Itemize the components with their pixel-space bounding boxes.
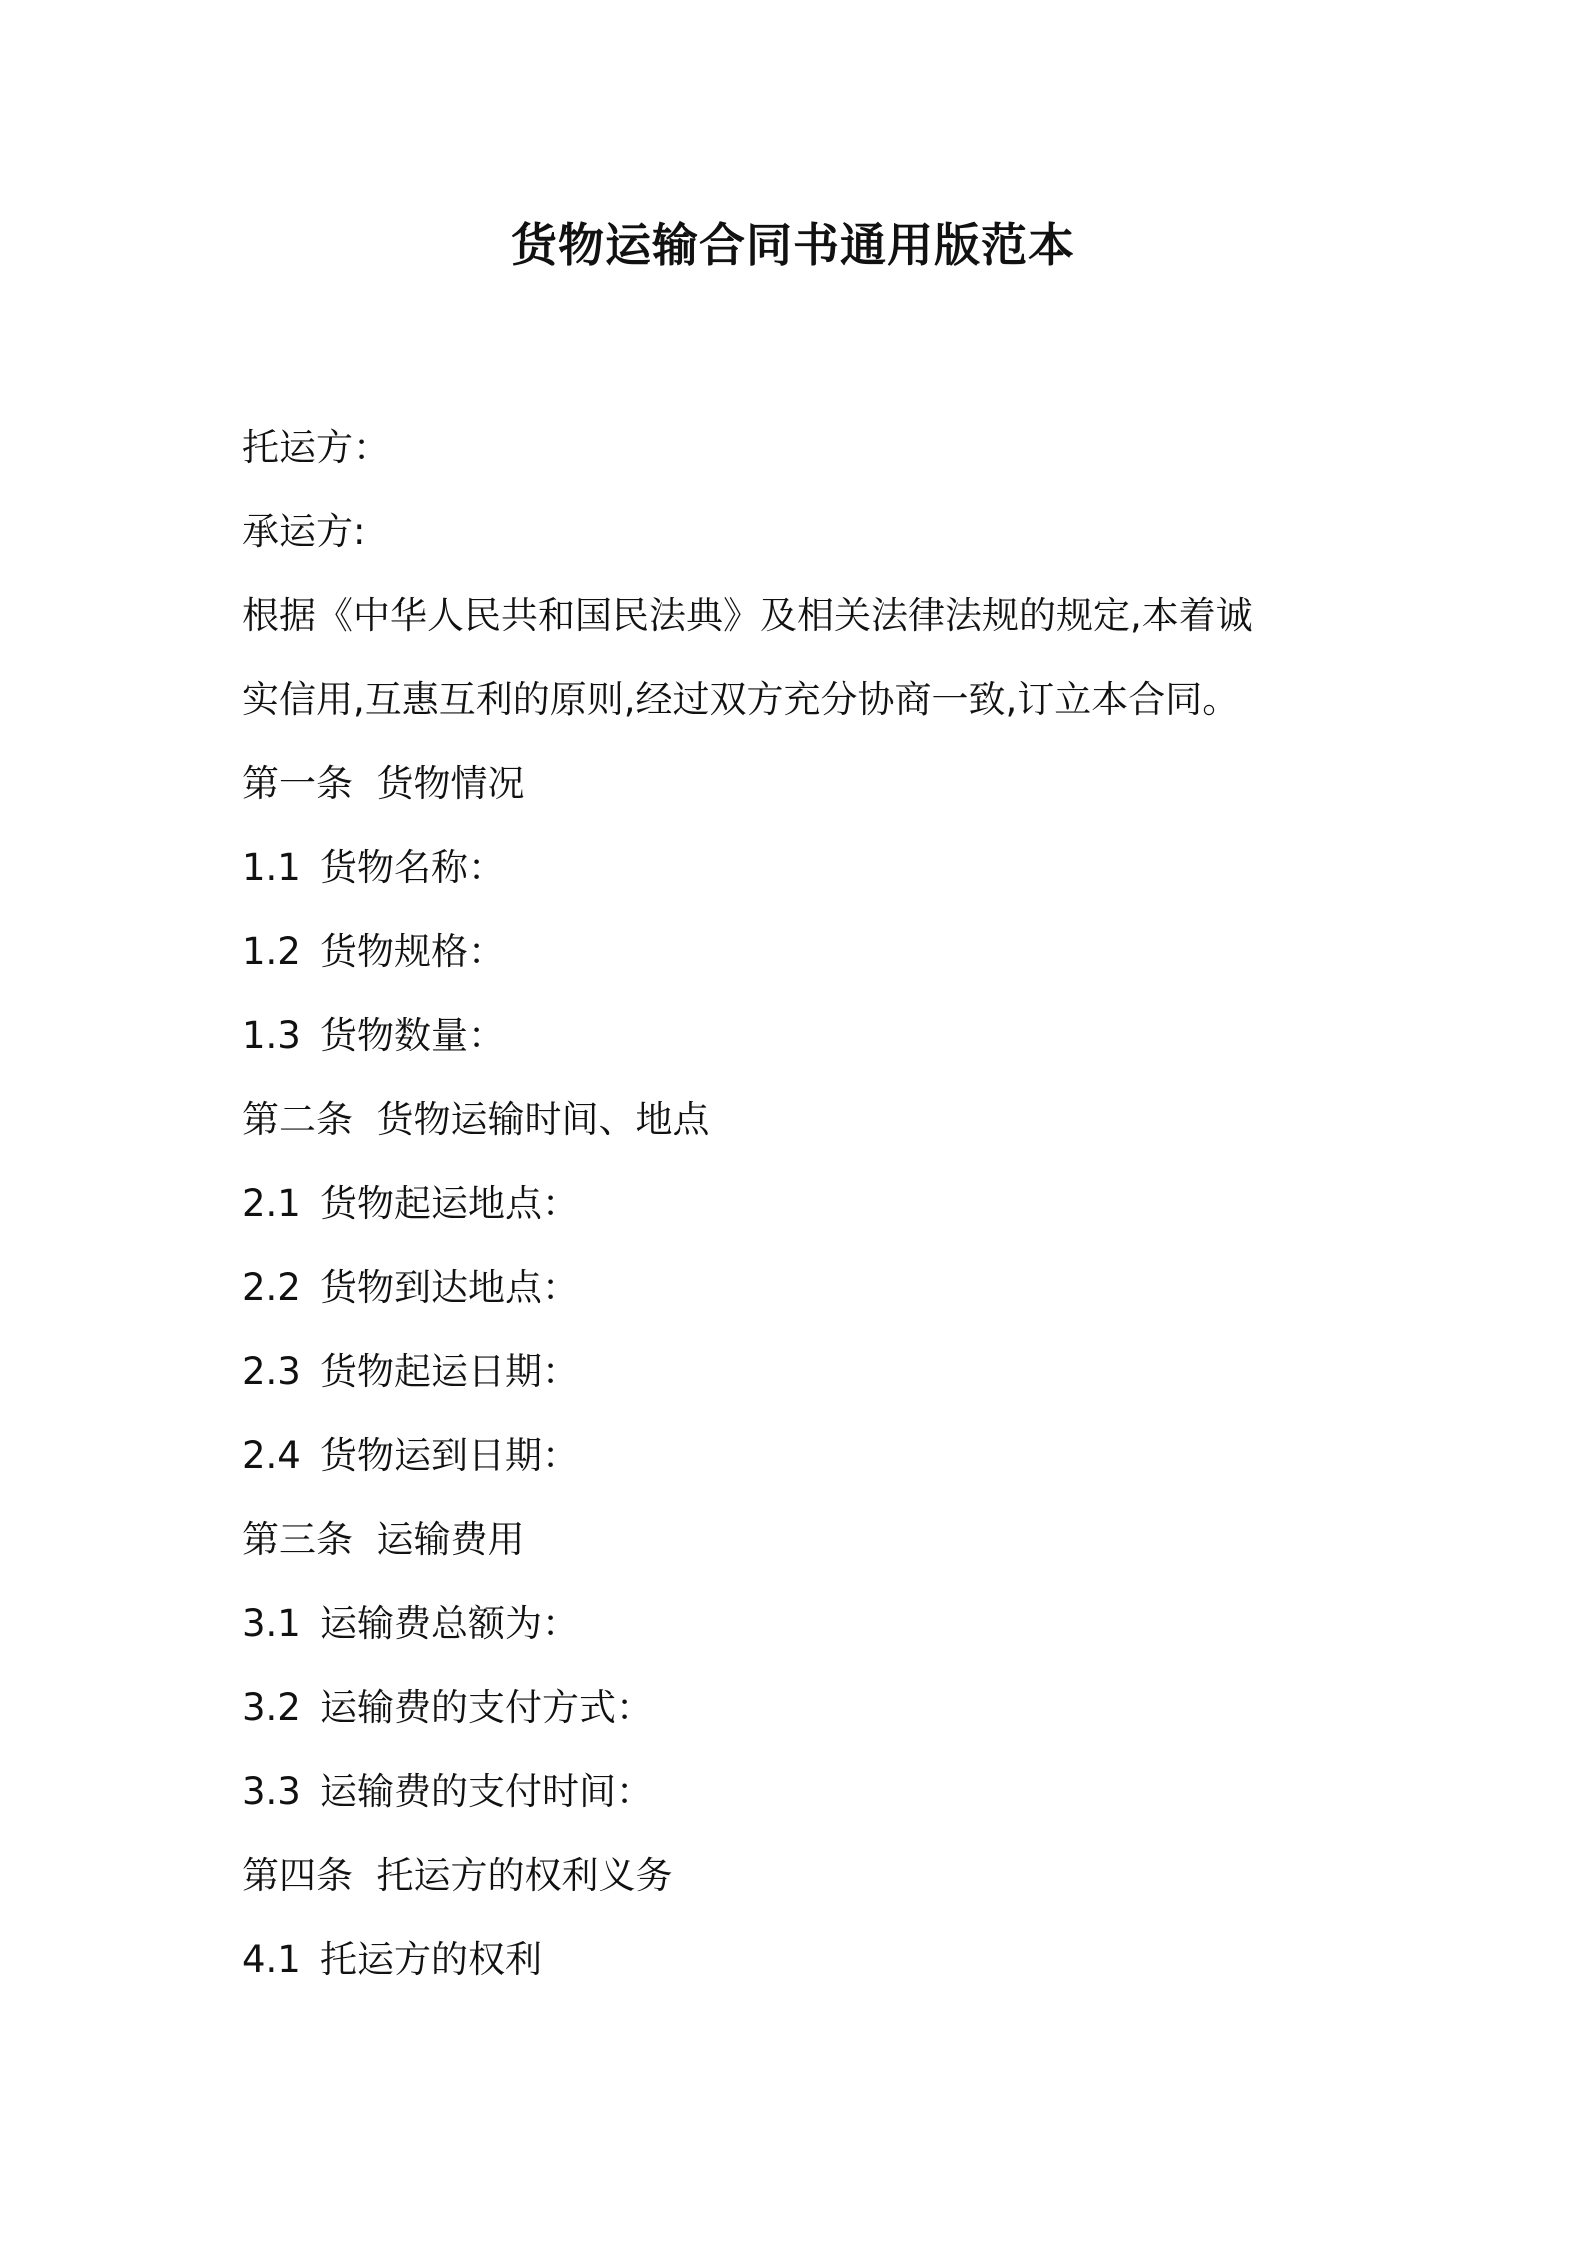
article-3-heading (242, 1498, 1362, 1582)
clause-1-3 (242, 994, 1362, 1078)
clause-text: 运输费总额为： (320, 1602, 579, 1645)
clause-text: 货物规格： (320, 930, 505, 973)
document-title: 货物运输合同书通用版范本 (511, 218, 1075, 272)
clause-text: 运输费的支付时间： (320, 1770, 653, 1813)
clause-4-1 (242, 1918, 1362, 2002)
clause-1-1 (242, 826, 1362, 910)
clause-text: 货物数量： (320, 1014, 505, 1057)
clause-number: 2.4 (242, 1434, 301, 1477)
clause-number: 3.3 (242, 1770, 301, 1813)
article-1-heading (242, 742, 1362, 826)
clause-3-3 (242, 1750, 1362, 1834)
line-text: 根据《中华人民共和国民法典》及相关法律法规的规定,本着诚 (242, 594, 1253, 637)
clause-text: 货物到达地点： (320, 1266, 579, 1309)
clause-text: 运输费的支付方式： (320, 1686, 653, 1729)
clause-number: 1.1 (242, 846, 301, 889)
line-text: 第四条 托运方的权利义务 (242, 1854, 673, 1897)
line-text: 第一条 货物情况 (242, 762, 525, 805)
clause-number: 1.2 (242, 930, 301, 973)
clause-2-2 (242, 1246, 1362, 1330)
article-2-heading (242, 1078, 1362, 1162)
clause-text: 货物起运地点： (320, 1182, 579, 1225)
line-text: 实信用,互惠互利的原则,经过双方充分协商一致,订立本合同。 (242, 678, 1240, 721)
clause-text: 货物运到日期： (320, 1434, 579, 1477)
clause-3-1 (242, 1582, 1362, 1666)
clause-number: 3.1 (242, 1602, 301, 1645)
document-body (242, 406, 1362, 2002)
clause-number: 2.1 (242, 1182, 301, 1225)
clause-2-4 (242, 1414, 1362, 1498)
line-text: 第二条 货物运输时间、地点 (242, 1098, 710, 1141)
clause-text: 托运方的权利 (320, 1938, 542, 1981)
clause-number: 2.2 (242, 1266, 301, 1309)
clause-1-2 (242, 910, 1362, 994)
line-text: 第三条 运输费用 (242, 1518, 525, 1561)
carrier-line (242, 490, 1362, 574)
clause-2-3 (242, 1330, 1362, 1414)
clause-text: 货物起运日期： (320, 1350, 579, 1393)
clause-number: 2.3 (242, 1350, 301, 1393)
preamble-line-2 (242, 658, 1362, 742)
line-text: 托运方： (242, 426, 390, 469)
shipper-line (242, 406, 1362, 490)
article-4-heading (242, 1834, 1362, 1918)
clause-2-1 (242, 1162, 1362, 1246)
clause-number: 4.1 (242, 1938, 301, 1981)
line-text: 承运方: (242, 510, 366, 553)
clause-3-2 (242, 1666, 1362, 1750)
clause-number: 1.3 (242, 1014, 301, 1057)
preamble-line-1 (242, 574, 1362, 658)
clause-text: 货物名称： (320, 846, 505, 889)
clause-number: 3.2 (242, 1686, 301, 1729)
